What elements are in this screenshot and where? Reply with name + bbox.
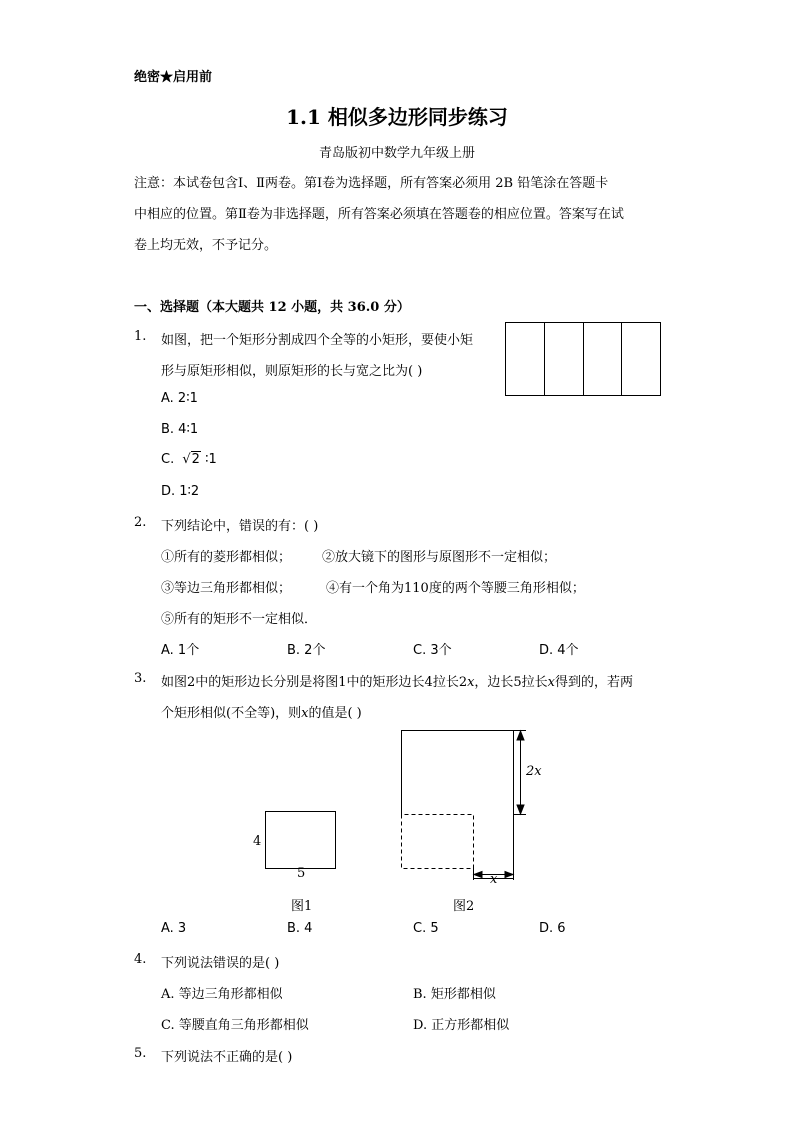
radicand: 2 xyxy=(191,452,200,467)
statement: ②放大镜下的图形与原图形不一定相似； xyxy=(322,550,557,565)
statement: ③等边三角形都相似； xyxy=(161,581,292,596)
option-b: B. 4 xyxy=(287,921,313,936)
option-a: A. 等边三角形都相似 xyxy=(161,987,283,1002)
question-number: 5. xyxy=(134,1046,147,1061)
option-d: D. 6 xyxy=(539,921,566,936)
page-subtitle: 青岛版初中数学九年级上册 xyxy=(318,146,475,161)
notice-line: 注意：本试卷包含Ⅰ、Ⅱ两卷。第Ⅰ卷为选择题，所有答案必须用 2B 铅笔涂在答题卡 xyxy=(134,176,609,191)
option-a: A. 2∶1 xyxy=(161,391,198,406)
question-text: 个矩形相似(不全等)，则𝑥的值是( ) xyxy=(161,706,362,721)
page-title: 1.1 相似多边形同步练习 xyxy=(286,105,508,129)
option-b: B. 2个 xyxy=(287,643,326,658)
question-number: 4. xyxy=(134,952,147,967)
option-label: C. xyxy=(161,452,175,467)
label-5: 5 xyxy=(297,866,306,881)
option-d: D. 正方形都相似 xyxy=(413,1018,510,1033)
figure-1-caption: 图1 xyxy=(291,899,313,914)
q1-rectangle-figure xyxy=(506,323,661,396)
notice-line: 中相应的位置。第Ⅱ卷为非选择题，所有答案必须填在答题卷的相应位置。答案写在试 xyxy=(134,207,624,222)
notice-line: 卷上均无效，不予记分。 xyxy=(134,238,278,253)
statement: ⑤所有的矩形不一定相似． xyxy=(161,612,318,627)
statement: ④有一个角为110度的两个等腰三角形相似； xyxy=(326,581,585,596)
question-text: 形与原矩形相似，则原矩形的长与宽之比为( ) xyxy=(161,364,423,379)
label-x: 𝑥 xyxy=(490,872,498,887)
option-d: D. 1∶2 xyxy=(161,484,200,499)
q3-figure-2 xyxy=(402,731,527,881)
section-title: 一、选择题（本大题共 12 小题，共 36.0 分） xyxy=(134,300,410,315)
option-c: C. 5 xyxy=(413,921,439,936)
figure-2-caption: 图2 xyxy=(453,899,475,914)
label-2x: 2𝑥 xyxy=(526,764,542,779)
question-text: 下列结论中，错误的有：( ) xyxy=(161,519,319,534)
option-a: A. 1个 xyxy=(161,643,200,658)
question-text: 下列说法错误的是( ) xyxy=(161,956,280,971)
question-number: 3. xyxy=(134,671,147,686)
question-text: 如图，把一个矩形分割成四个全等的小矩形，要使小矩 xyxy=(161,333,474,348)
sqrt-symbol: √ xyxy=(182,452,191,467)
question-number: 2. xyxy=(134,515,147,530)
option-c: C. 3个 xyxy=(413,643,452,658)
option-b: B. 4∶1 xyxy=(161,422,199,437)
option-c: C. 等腰直角三角形都相似 xyxy=(161,1018,309,1033)
question-text: 下列说法不正确的是( ) xyxy=(161,1050,293,1065)
question-text: 如图2中的矩形边长分别是将图1中的矩形边长4拉长2𝑥，边长5拉长𝑥得到的，若两 xyxy=(161,675,634,690)
option-d: D. 4个 xyxy=(539,643,579,658)
label-4: 4 xyxy=(253,834,262,849)
ratio-rest: ∶1 xyxy=(205,452,217,467)
option-a: A. 3 xyxy=(161,921,187,936)
statement: ①所有的菱形都相似； xyxy=(161,550,292,565)
option-b: B. 矩形都相似 xyxy=(413,987,496,1002)
q3-figure-1 xyxy=(266,812,336,869)
question-number: 1. xyxy=(134,329,147,344)
secret-label: 绝密★启用前 xyxy=(134,70,213,85)
